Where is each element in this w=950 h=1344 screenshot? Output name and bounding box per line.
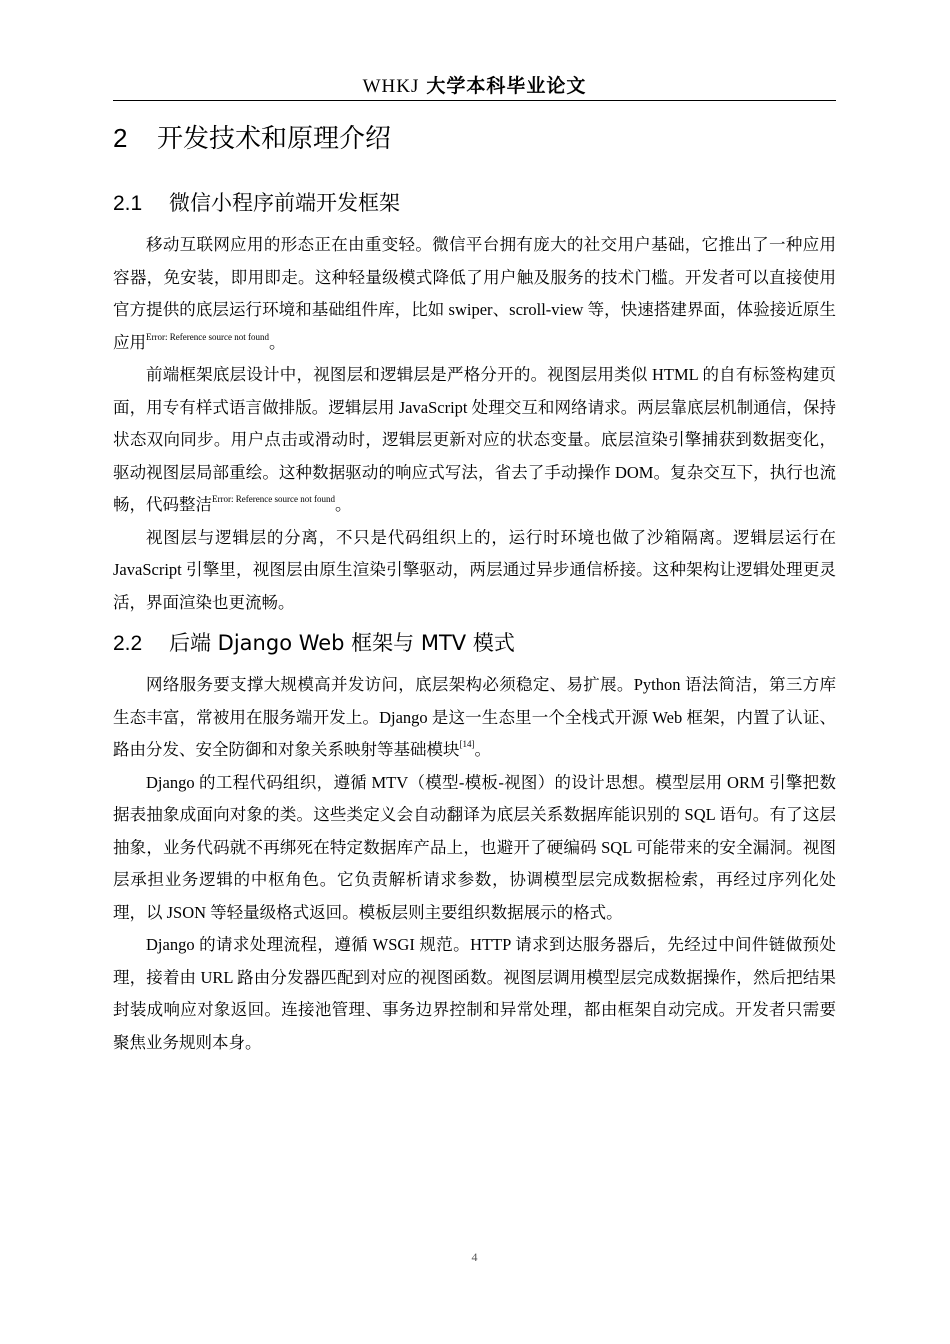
paragraph-tail: 。 (268, 332, 286, 352)
paragraph-text: 移动互联网应用的形态正在由重变轻。微信平台拥有庞大的社交用户基础，它推出了一种应用容器，免安装，即用即走。这种轻量级模式降低了用户触及服务的技术门槛。开发者可以直接使用官方提供的底层运行环境和基础组件库，比如 swiper、scroll-view 等，快速搭建界面，体验接近原生应用 (113, 235, 836, 352)
paragraph (113, 669, 836, 767)
page-header (113, 74, 836, 99)
paragraph (113, 929, 836, 1059)
section-number: 2.1 (113, 192, 143, 215)
paragraph (113, 767, 836, 930)
section-title (113, 625, 836, 661)
page-number: 4 (471, 1250, 478, 1264)
paragraph-text: 视图层与逻辑层的分离，不只是代码组织上的，运行时环境也做了沙箱隔离。逻辑层运行在 JavaScript 引擎里，视图层由原生渲染引擎驱动，两层通过异步通信桥接。这种架构让逻辑处理更灵活，界面渲染也更流畅。 (113, 527, 836, 612)
paragraph-text: 网络服务要支撑大规模高并发访问，底层架构必须稳定、易扩展。Python 语法简洁，第三方库生态丰富，常被用在服务端开发上。Django 是这一生态里一个全栈式开源 Web 框架，内置了认证、路由分发、安全防御和对象关系映射等基础模块 (113, 675, 836, 759)
paragraph (113, 229, 836, 359)
chapter-heading (113, 118, 836, 158)
paragraph-tail: 。 (334, 495, 352, 514)
reference-marker: Error: Reference source not found (212, 494, 335, 504)
chapter-title-text: 开发技术和原理介绍 (157, 124, 392, 154)
paragraph-text: Django 的请求处理流程，遵循 WSGI 规范。HTTP 请求到达服务器后，先经过中间件链做预处理，接着由 URL 路由分发器匹配到对应的视图函数。视图层调用模型层完成数据操作，然后把结果封装成响应对象返回。连接池管理、事务边界控制和异常处理，都由框架自动完成。开发者只需要聚焦业务规则本身。 (113, 935, 836, 1052)
section-heading-2-1 (113, 185, 836, 221)
paragraph (113, 359, 836, 522)
paragraph-text: 前端框架底层设计中，视图层和逻辑层是严格分开的。视图层用类似 HTML 的自有标签构建页面，用专有样式语言做排版。逻辑层用 JavaScript 处理交互和网络请求。两层靠底层机制通信，保持状态双向同步。用户点击或滑动时，逻辑层更新对应的状态变量。底层渲染引擎捕获到数据变化，驱动视图层局部重绘。这种数据驱动的响应式写法，省去了手动操作 DOM。复杂交互下，执行也流畅，代码整洁 (113, 365, 836, 514)
document-body (113, 118, 836, 1059)
reference-marker: [14] (459, 739, 475, 749)
header-divider (113, 100, 836, 101)
header-school-code: WHKJ (362, 76, 420, 97)
section-title-text: 微信小程序前端开发框架 (169, 191, 400, 215)
section-title-text: 后端 Django Web 框架与 MTV 模式 (169, 631, 515, 655)
chapter-number: 2 (113, 123, 128, 153)
section-number: 2.2 (113, 632, 143, 655)
paragraph-tail: 。 (474, 740, 491, 759)
section-heading-2-2 (113, 625, 836, 661)
section-title (113, 185, 836, 221)
reference-marker: Error: Reference source not found (146, 331, 269, 342)
header-title: 大学本科毕业论文 (426, 75, 587, 97)
paragraph-text: Django 的工程代码组织，遵循 MTV（模型-模板-视图）的设计思想。模型层用 ORM 引擎把数据表抽象成面向对象的类。这些类定义会自动翻译为底层关系数据库能识别的 SQL 语句。有了这层抽象，业务代码就不再绑死在特定数据库产品上，也避开了硬编码 SQL 可能带来的安全漏洞。视图层承担业务逻辑的中枢角色。它负责解析请求参数，协调模型层完成数据检索，再经过序列化处理，以 JSON 等轻量级格式返回。模板层则主要组织数据展示的格式。 (113, 772, 836, 922)
chapter-title (113, 118, 836, 158)
paragraph (113, 522, 836, 620)
